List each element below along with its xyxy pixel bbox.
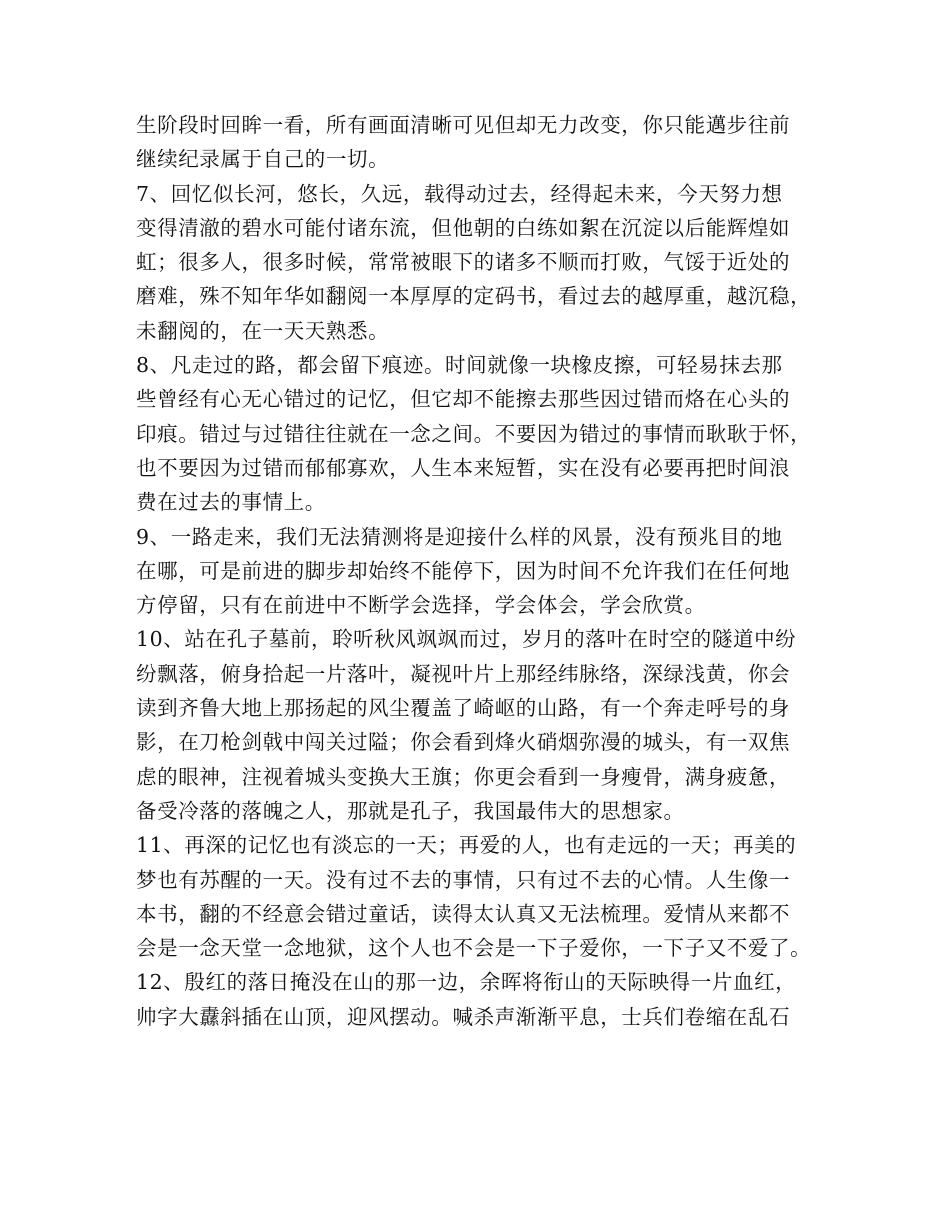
text-line: 费在过去的事情上。: [136, 490, 326, 515]
text-line: 些曾经有心无心错过的记忆，但它却不能擦去那些因过错而烙在心头的: [136, 387, 791, 412]
text-line: 印痕。错过与过错往往就在一念之间。不要因为错过的事情而耿耿于怀，: [136, 421, 812, 446]
text-line: 8、凡走过的路，都会留下痕迹。时间就像一块橡皮擦，可轻易抹去那: [136, 353, 783, 378]
text-line: 在哪，可是前进的脚步却始终不能停下，因为时间不允许我们在任何地: [136, 558, 791, 583]
text-line: 10、站在孔子墓前，聆听秋风飒飒而过，岁月的落叶在时空的隧道中纷: [136, 627, 797, 652]
text-line: 9、一路走来，我们无法猜测将是迎接什么样的风景，没有预兆目的地: [136, 524, 783, 549]
text-line: 会是一念天堂一念地狱，这个人也不会是一下子爱你，一下子又不爱了。: [136, 936, 812, 961]
text-line: 虹；很多人，很多时候，常常被眼下的诸多不顺而打败，气馁于近处的: [136, 250, 791, 275]
text-line: 读到齐鲁大地上那扬起的风尘覆盖了崎岖的山路，有一个奔走呼号的身: [136, 696, 791, 721]
text-line: 纷飘落，俯身拾起一片落叶，凝视叶片上那经纬脉络，深绿浅黄，你会: [136, 661, 791, 686]
text-line: 7、回忆似长河，悠长，久远，载得动过去，经得起未来，今天努力想: [136, 181, 783, 206]
text-line: 本书，翻的不经意会错过童话，读得太认真又无法梳理。爱情从来都不: [136, 901, 791, 926]
text-line: 虑的眼神，注视着城头变换大王旗；你更会看到一身瘦骨，满身疲惫，: [136, 764, 791, 789]
text-line: 12、殷红的落日掩没在山的那一边，余晖将衔山的天际映得一片血红，: [136, 970, 797, 995]
body-text: [136, 108, 826, 1034]
text-line: 方停留，只有在前进中不断学会选择，学会体会，学会欣赏。: [136, 593, 706, 618]
text-line: 影，在刀枪剑戟中闯关过隘；你会看到烽火硝烟弥漫的城头，有一双焦: [136, 730, 791, 755]
text-line: 帅字大纛斜插在山顶，迎风摆动。喊杀声渐渐平息，士兵们卷缩在乱石: [136, 1004, 791, 1029]
text-line: 磨难，殊不知年华如翻阅一本厚厚的定码书，看过去的越厚重，越沉稳，: [136, 284, 812, 309]
text-line: 梦也有苏醒的一天。没有过不去的事情，只有过不去的心情。人生像一: [136, 867, 791, 892]
text-line: 备受冷落的落魄之人，那就是孔子，我国最伟大的思想家。: [136, 798, 685, 823]
text-line: 未翻阅的，在一天天熟悉。: [136, 318, 390, 343]
text-line: 继续纪录属于自己的一切。: [136, 147, 390, 172]
text-line: 也不要因为过错而郁郁寡欢，人生本来短暂，实在没有必要再把时间浪: [136, 455, 791, 480]
text-line: 生阶段时回眸一看，所有画面清晰可见但却无力改变，你只能邁步往前: [136, 113, 791, 137]
text-line: 11、再深的记忆也有淡忘的一天；再爱的人，也有走远的一天；再美的: [136, 833, 797, 858]
text-line: 变得清澈的碧水可能付诸东流，但他朝的白练如絮在沉淀以后能辉煌如: [136, 215, 791, 240]
